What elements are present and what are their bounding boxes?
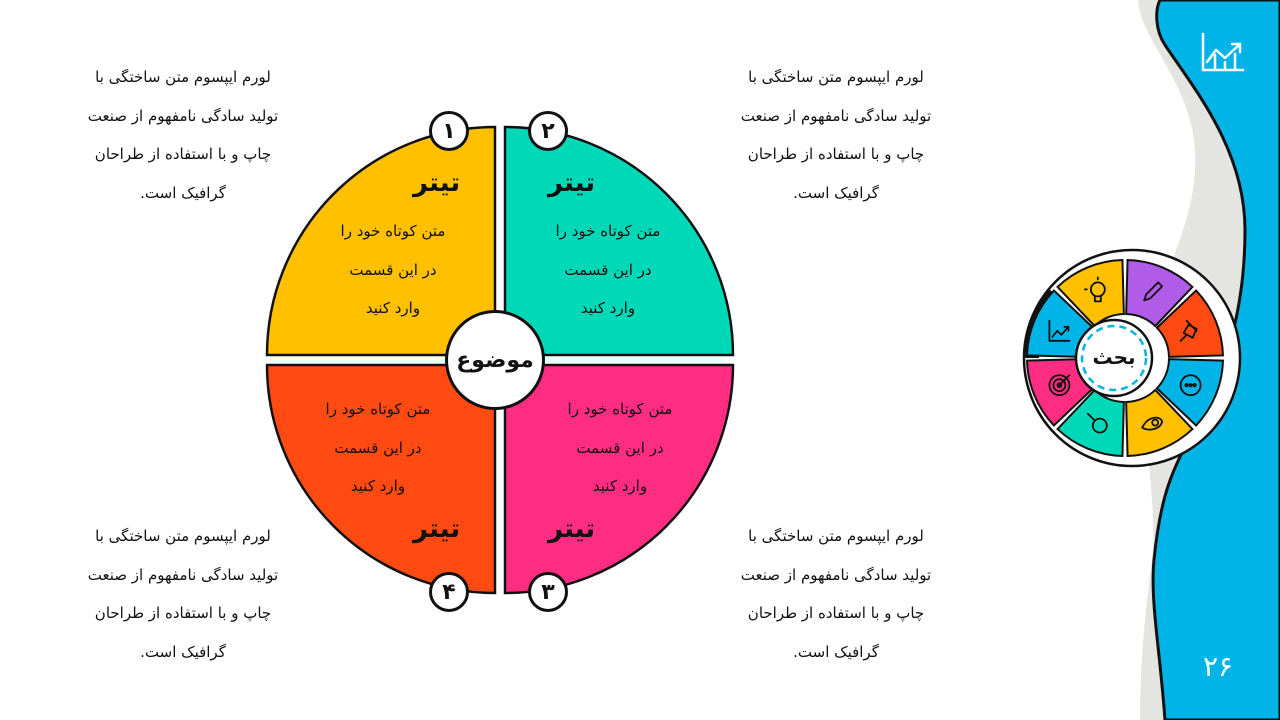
description-line: لورم ایپسوم متن ساختگی با — [95, 527, 271, 545]
quadrant-2-text-line-2: در این قسمت — [564, 260, 652, 279]
description-top-left — [53, 58, 313, 212]
quadrant-1-text — [308, 212, 478, 328]
quadrant-4-title: تیتر — [413, 514, 461, 544]
quadrant-1-text-line-3: وارد کنید — [365, 299, 421, 317]
description-line: چاپ و با استفاده از طراحان — [747, 604, 925, 622]
description-line: گرافیک است. — [793, 642, 879, 661]
quadrant-3-text — [535, 390, 705, 506]
quadrant-4-text-line-1: متن کوتاه خود را — [325, 400, 431, 418]
description-line: گرافیک است. — [140, 183, 226, 202]
description-line: چاپ و با استفاده از طراحان — [94, 145, 272, 163]
quadrant-4-text-line-2: در این قسمت — [334, 438, 422, 457]
description-line: تولید سادگی نامفهوم از صنعت — [87, 106, 279, 125]
description-line: گرافیک است. — [793, 183, 879, 202]
quadrant-3-title: تیتر — [548, 514, 596, 544]
description-top-right — [706, 58, 966, 212]
quadrant-1-number: ۱ — [429, 111, 469, 151]
quadrant-3-number: ۳ — [528, 572, 568, 612]
quadrant-2-number: ۲ — [528, 111, 568, 151]
description-line: تولید سادگی نامفهوم از صنعت — [740, 565, 932, 584]
quadrant-3-text-line-2: در این قسمت — [576, 438, 664, 457]
quadrant-2-title: تیتر — [548, 168, 596, 198]
page-number: ۲۶ — [1202, 650, 1234, 683]
description-line: چاپ و با استفاده از طراحان — [747, 145, 925, 163]
description-line: لورم ایپسوم متن ساختگی با — [748, 68, 924, 86]
description-line: گرافیک است. — [140, 642, 226, 661]
description-line: تولید سادگی نامفهوم از صنعت — [740, 106, 932, 125]
quadrant-4-text-line-3: وارد کنید — [350, 477, 406, 495]
quadrant-3-text-line-3: وارد کنید — [592, 477, 648, 495]
side-menu-center-label[interactable]: بحث — [1092, 345, 1136, 369]
description-line: لورم ایپسوم متن ساختگی با — [748, 527, 924, 545]
quadrant-2-text-line-3: وارد کنید — [580, 299, 636, 317]
center-topic-label: موضوع — [445, 310, 545, 410]
quadrant-1-title: تیتر — [413, 168, 461, 198]
quadrant-1-text-line-2: در این قسمت — [349, 260, 437, 279]
description-line: لورم ایپسوم متن ساختگی با — [95, 68, 271, 86]
description-bottom-left — [53, 517, 313, 671]
quadrant-3-text-line-1: متن کوتاه خود را — [567, 400, 673, 418]
quadrant-4-text — [293, 390, 463, 506]
description-line: تولید سادگی نامفهوم از صنعت — [87, 565, 279, 584]
quadrant-2-text — [523, 212, 693, 328]
description-bottom-right — [706, 517, 966, 671]
quadrant-2-text-line-1: متن کوتاه خود را — [555, 222, 661, 240]
quadrant-1-text-line-1: متن کوتاه خود را — [340, 222, 446, 240]
quadrant-4-number: ۴ — [429, 572, 469, 612]
description-line: چاپ و با استفاده از طراحان — [94, 604, 272, 622]
